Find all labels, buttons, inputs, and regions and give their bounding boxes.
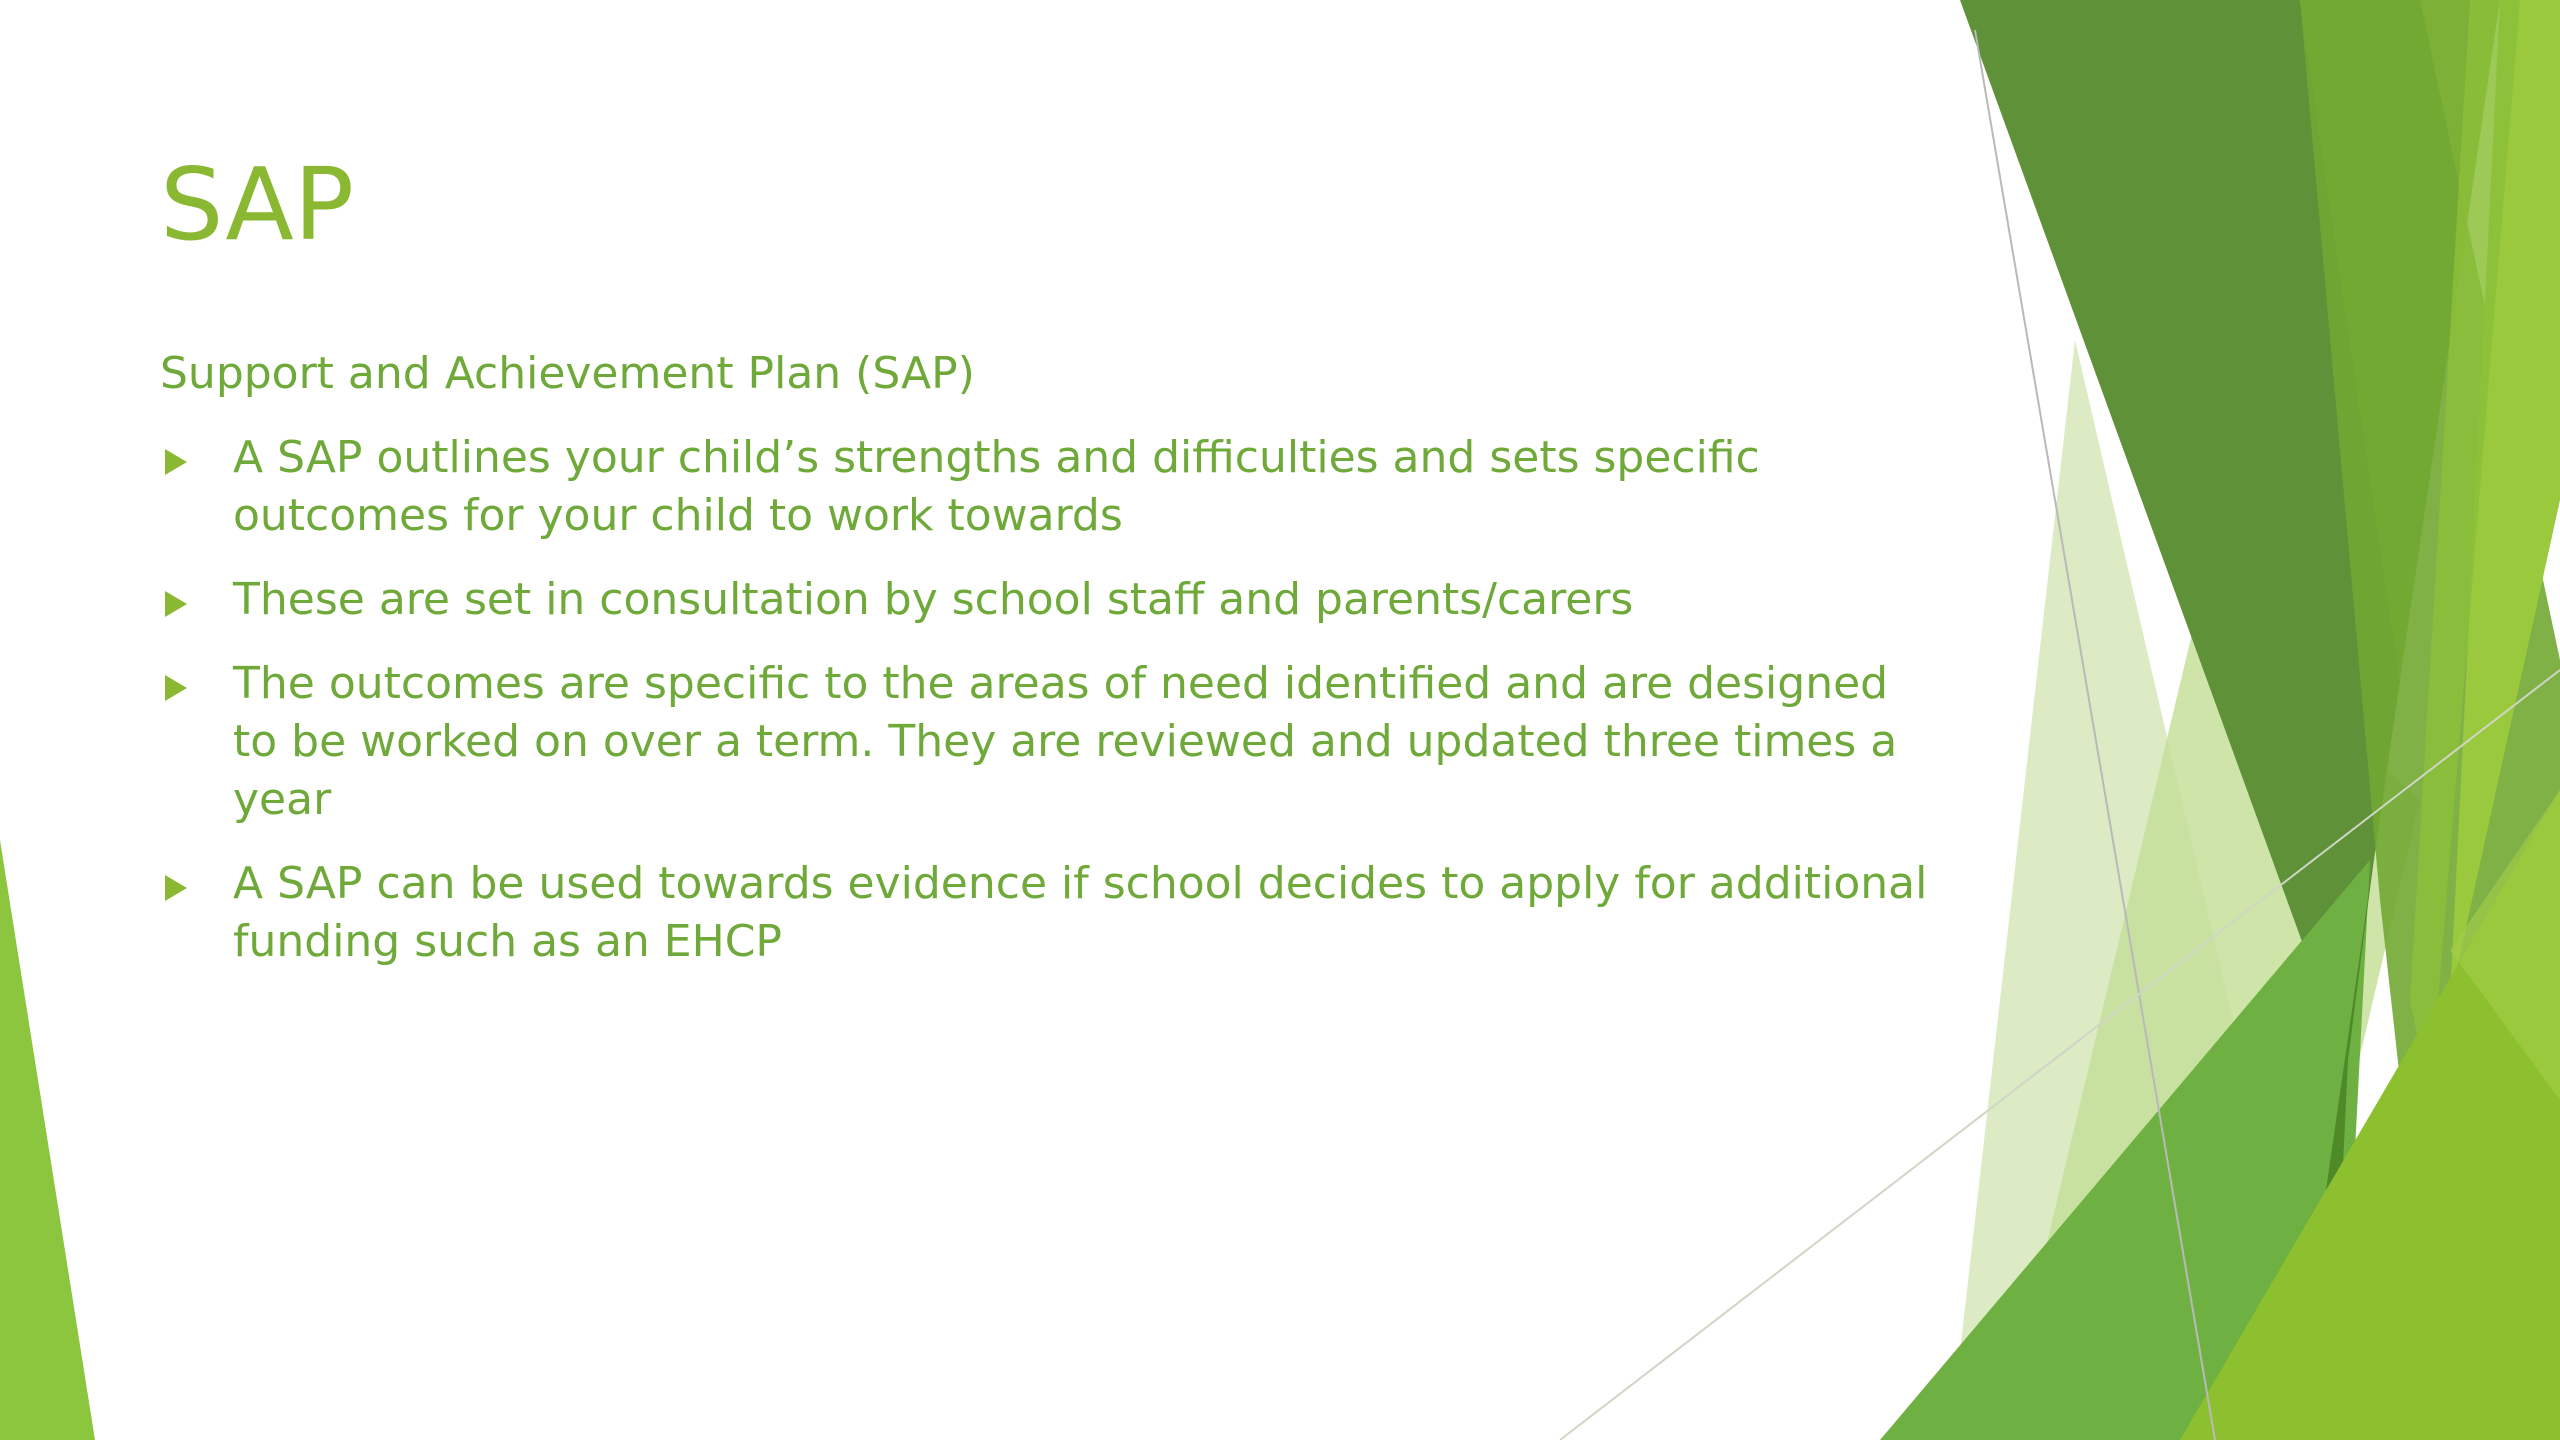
left-accent-shape bbox=[0, 840, 95, 1440]
bullet-item bbox=[160, 655, 1940, 829]
triangle-bullet-icon bbox=[165, 591, 187, 617]
slide-title: SAP bbox=[160, 146, 355, 263]
slide-content bbox=[160, 345, 1940, 997]
bullet-text: These are set in consultation by school staff and parents/carers bbox=[233, 574, 1634, 625]
bullet-text: A SAP can be used towards evidence if school decides to apply for additional funding such as an EHCP bbox=[233, 858, 1928, 967]
intro-text: Support and Achievement Plan (SAP) bbox=[160, 348, 975, 399]
bullet-item bbox=[160, 855, 1940, 971]
bullet-text: The outcomes are specific to the areas of need identified and are designed to be worked on over a term. They are reviewed and updated three times a year bbox=[233, 658, 1898, 825]
bullet-list bbox=[160, 429, 1940, 971]
triangle-bullet-icon bbox=[165, 675, 187, 701]
bullet-item bbox=[160, 429, 1940, 545]
triangle-bullet-icon bbox=[165, 875, 187, 901]
bullet-item bbox=[160, 571, 1940, 629]
triangle-bullet-icon bbox=[165, 449, 187, 475]
bullet-text: A SAP outlines your child’s strengths and difficulties and sets specific outcomes for your child to work towards bbox=[233, 432, 1760, 541]
